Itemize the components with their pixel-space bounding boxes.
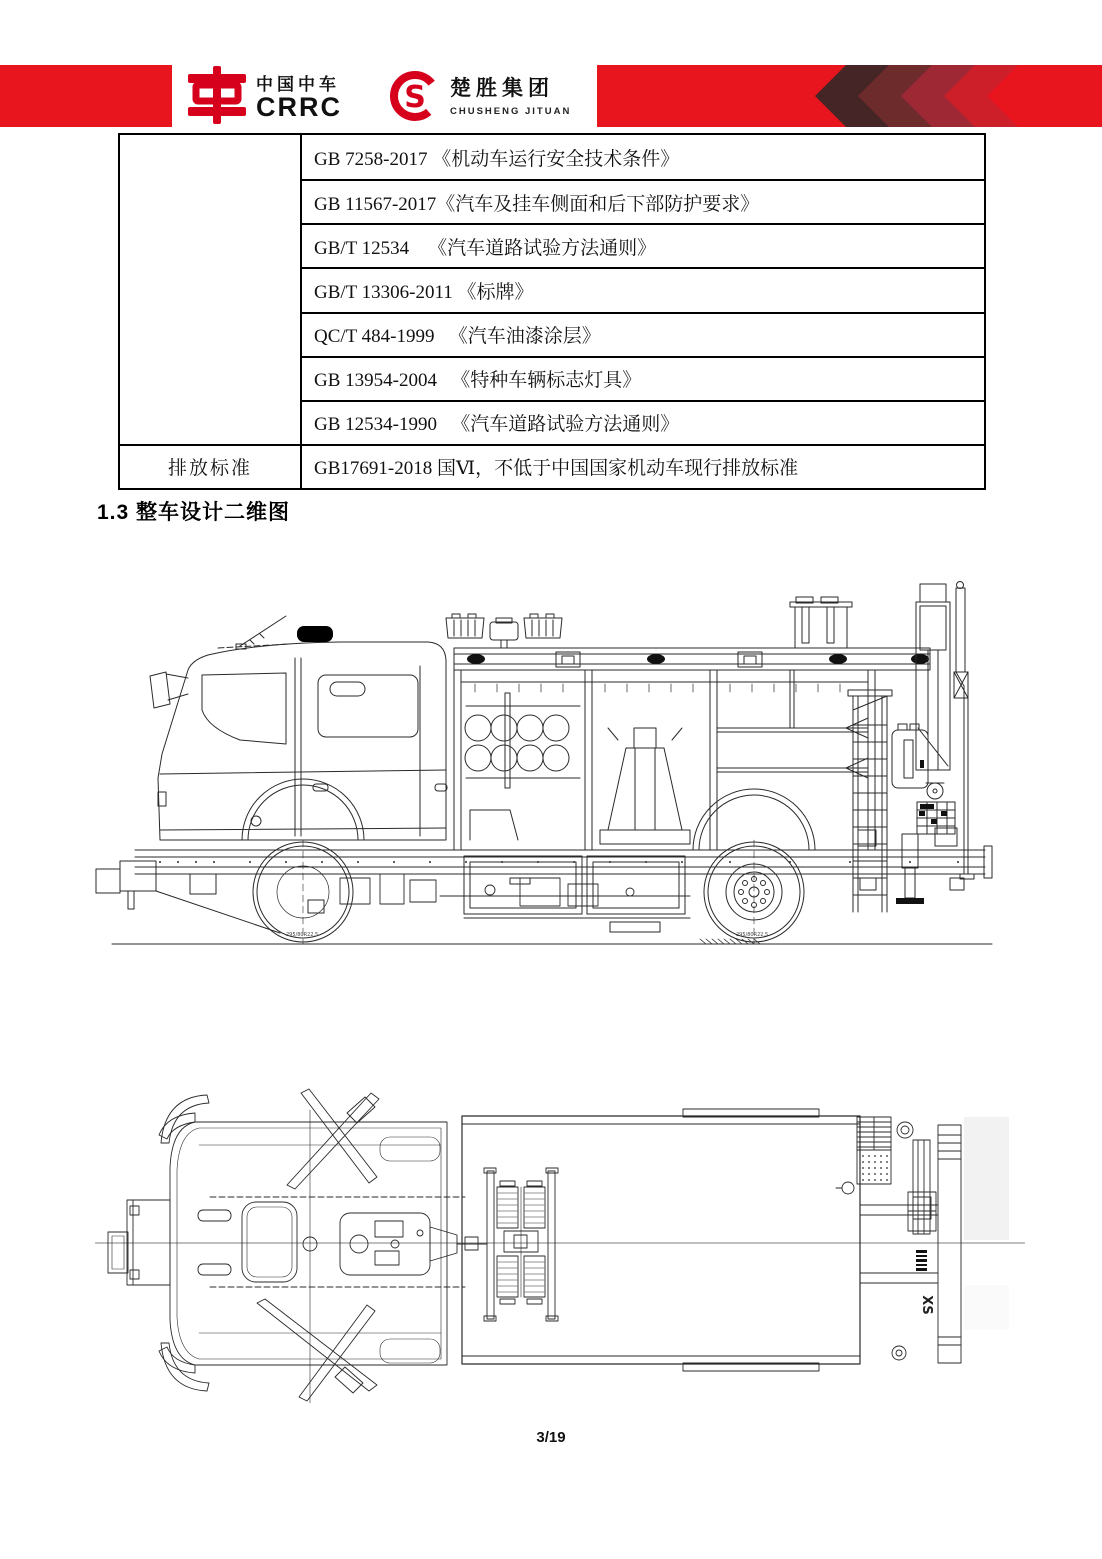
top-view-drawing <box>95 1085 1025 1415</box>
gas-cylinders <box>465 693 580 840</box>
table-row: GB 7258-2017 《机动车运行安全技术条件》 <box>300 135 984 179</box>
table-row: GB/T 13306-2011 《标牌》 <box>300 267 984 311</box>
cab <box>150 616 447 840</box>
table-merged-empty-cell <box>120 135 300 444</box>
table-row: GB 12534-1990 《汽车道路试验方法通则》 <box>300 400 984 444</box>
header-red-band-right <box>597 65 1102 127</box>
ground-line <box>112 939 992 944</box>
emission-standard-label: 排放标准 <box>120 444 300 488</box>
crane-model-label: XS <box>919 1295 934 1315</box>
crrc-logo-icon <box>186 66 248 124</box>
ladder-plan <box>836 1117 891 1194</box>
section-heading: 1.3 整车设计二维图 <box>97 501 291 524</box>
chusheng-logo-text <box>450 72 571 117</box>
roof-horns <box>790 597 852 648</box>
chusheng-logo-zh: 楚胜集团 <box>450 77 554 100</box>
table-row: GB 13954-2004 《特种车辆标志灯具》 <box>300 356 984 400</box>
emission-standard-value: GB17691-2018 国Ⅵ，不低于中国国家机动车现行排放标准 <box>300 444 984 488</box>
table-row: QC/T 484-1999 《汽车油漆涂层》 <box>300 312 984 356</box>
crrc-logo-en: CRRC <box>256 92 342 122</box>
engine <box>340 1213 430 1275</box>
front-bumper <box>96 861 324 933</box>
rear-crane <box>892 582 968 835</box>
rear-ladder <box>848 690 892 912</box>
wheel-module <box>484 1168 558 1321</box>
front-wheel-arch <box>242 779 364 840</box>
header-red-band-left <box>0 65 172 127</box>
table-row: GB/T 12534 《汽车道路试验方法通则》 <box>300 223 984 267</box>
beacon-light <box>297 626 333 642</box>
front-wheel <box>253 840 353 944</box>
faint-shape <box>964 1117 1009 1240</box>
chassis-plan <box>210 1197 487 1287</box>
cab-window-front <box>202 673 286 744</box>
body-plan <box>462 1109 860 1371</box>
marker-lights <box>467 654 929 664</box>
mirror-icon <box>150 672 170 708</box>
tire-size-label: 295/80R22.5 <box>736 932 769 938</box>
page-number: 3/19 <box>536 1429 566 1446</box>
chusheng-logo-icon <box>388 69 442 123</box>
chevron-arrows-icon <box>815 65 1102 127</box>
body-superstructure <box>446 597 930 932</box>
cab-window-rear <box>318 675 418 737</box>
table-row: GB 11567-2017《汽车及挂车侧面和后下部防护要求》 <box>300 179 984 223</box>
pedestal-equipment <box>600 728 690 844</box>
sunroof <box>242 1202 297 1282</box>
crrc-logo-zh: 中国中车 <box>256 75 340 94</box>
mirror-arms <box>257 1089 379 1401</box>
svg-text:S: S <box>404 80 426 115</box>
tire-size-label: 295/80R22.5 <box>286 932 319 938</box>
rear-chassis <box>858 828 992 890</box>
standards-table <box>118 133 986 490</box>
roof-light-bar <box>446 614 562 648</box>
faint-shape <box>964 1285 1009 1330</box>
antenna-icon <box>240 616 286 646</box>
shelves <box>717 670 868 778</box>
crane-plan <box>860 1122 961 1363</box>
front-bumper-plan <box>108 1200 170 1285</box>
chusheng-logo-en: CHUSHENG JITUAN <box>450 106 572 117</box>
side-view-drawing <box>90 578 1010 978</box>
crrc-logo-text <box>256 70 342 122</box>
rear-wheel <box>704 840 804 944</box>
door-handle <box>435 784 447 791</box>
